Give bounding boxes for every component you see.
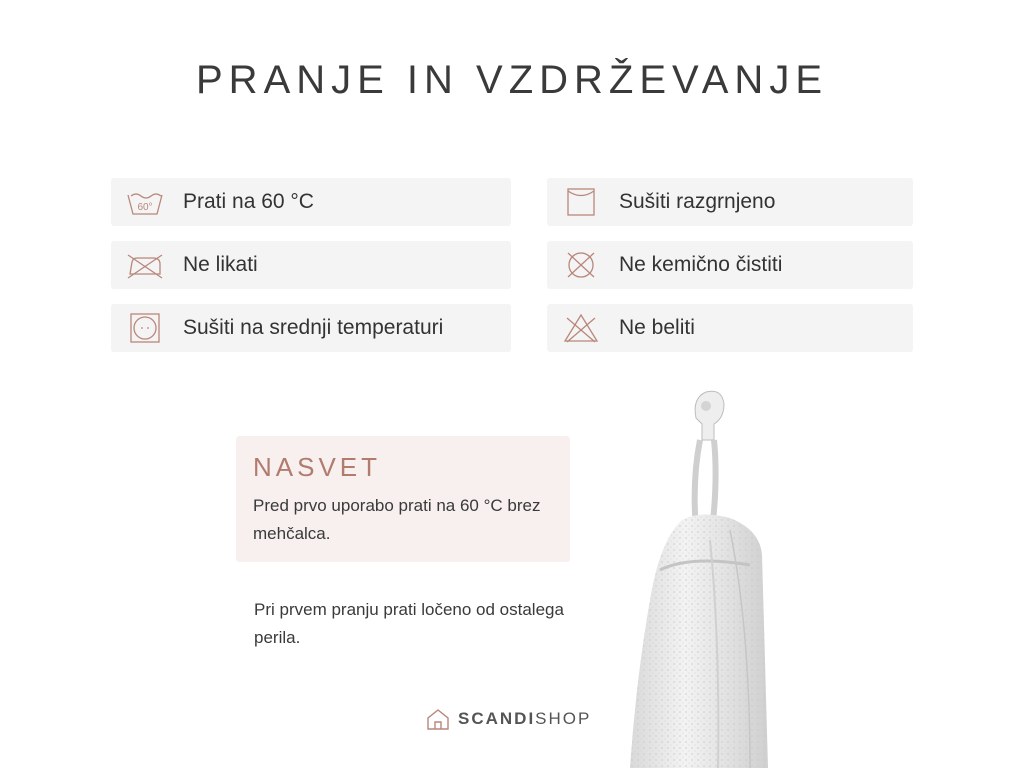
care-item-label: Sušiti na srednji temperaturi xyxy=(183,316,444,339)
dry-flat-icon xyxy=(561,185,601,219)
care-item-no-bleach xyxy=(547,304,913,352)
tip-title: NASVET xyxy=(253,452,382,482)
no-iron-icon xyxy=(125,248,165,282)
hook-icon xyxy=(695,391,724,440)
brand-part2: SHOP xyxy=(535,709,592,728)
care-item-label: Ne kemično čistiti xyxy=(619,253,783,276)
wash-temp-text: 60° xyxy=(137,202,153,213)
wash-60-icon xyxy=(125,185,165,219)
tip-text: Pred prvo uporabo prati na 60 °C brez mehčalca. xyxy=(253,496,541,543)
brand-logo xyxy=(426,708,591,730)
house-icon xyxy=(426,708,450,730)
care-item-label: Sušiti razgrnjeno xyxy=(619,190,776,213)
care-item-no-dry-clean xyxy=(547,241,913,289)
tumble-dry-medium-icon xyxy=(125,311,165,345)
care-item-label: Ne beliti xyxy=(619,316,695,339)
care-item-dry-flat xyxy=(547,178,913,226)
no-dry-clean-icon xyxy=(561,248,601,282)
tip-box xyxy=(236,436,570,562)
wash-note: Pri prvem pranju prati ločeno od ostalega perila. xyxy=(254,600,564,647)
no-bleach-icon xyxy=(561,311,601,345)
care-item-label: Prati na 60 °C xyxy=(183,190,314,213)
page-title: PRANJE IN VZDRŽEVANJE xyxy=(196,58,828,102)
care-item-wash-60 xyxy=(111,178,511,226)
care-item-no-iron xyxy=(111,241,511,289)
towel-image xyxy=(600,380,860,768)
care-item-tumble-dry xyxy=(111,304,511,352)
care-item-label: Ne likati xyxy=(183,253,258,276)
brand-part1: SCANDI xyxy=(458,709,536,728)
